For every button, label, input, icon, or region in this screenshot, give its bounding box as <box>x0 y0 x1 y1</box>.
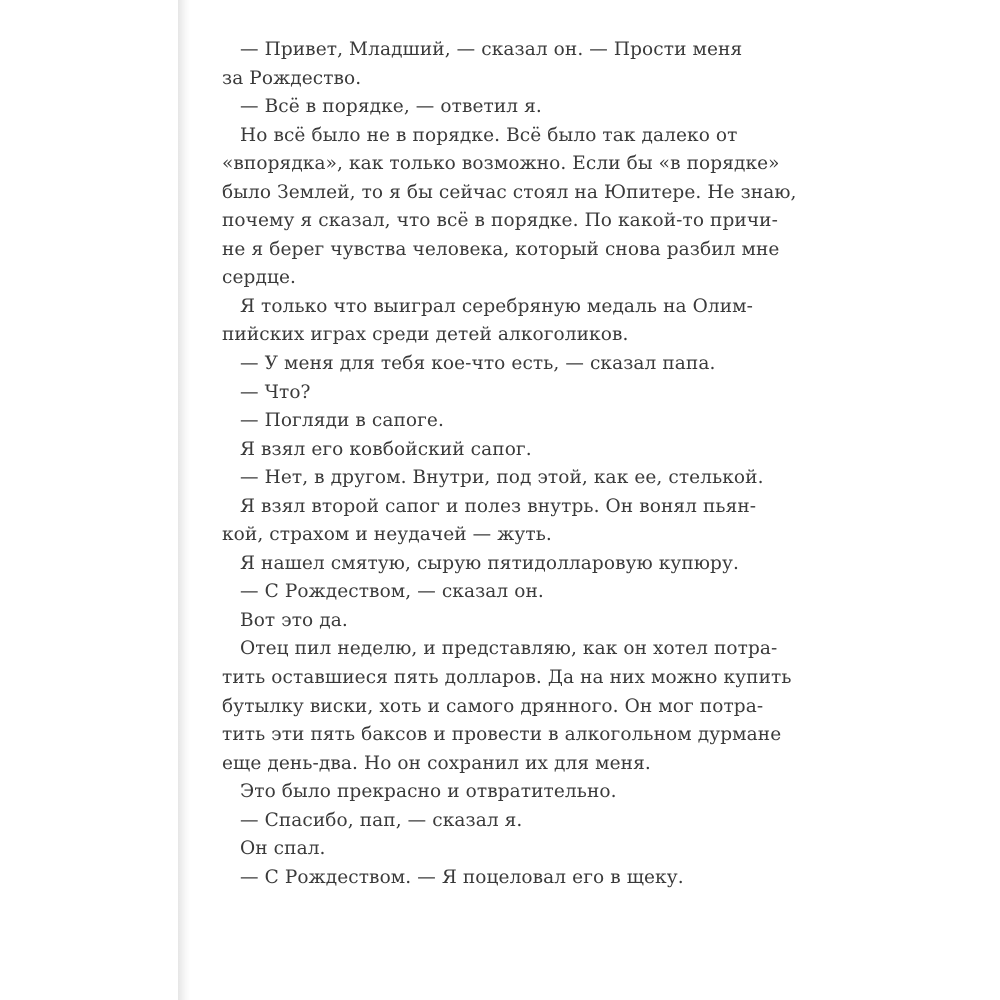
text-line: — Погляди в сапоге. <box>240 410 444 432</box>
text-line: за Рождество. <box>222 67 362 89</box>
text-line: — Спасибо, пап, — сказал я. <box>240 809 523 831</box>
text-line: еще день-два. Но он сохранил их для меня. <box>222 752 651 774</box>
text-line: бутылку виски, хоть и самого дрянного. Он мог потра- <box>222 695 764 717</box>
text-line: Я взял второй сапог и полез внутрь. Он вонял пьян- <box>240 495 757 517</box>
text-line: пийских играх среди детей алкоголиков. <box>222 324 629 346</box>
text-line: Но всё было не в порядке. Всё было так далеко от <box>240 124 738 146</box>
text-line: сердце. <box>222 267 296 289</box>
text-line: Это было прекрасно и отвратительно. <box>240 781 617 803</box>
text-line: Он спал. <box>240 838 326 860</box>
text-line: Я взял его ковбойский сапог. <box>240 438 532 460</box>
text-line: — С Рождеством. — Я поцеловал его в щеку. <box>240 866 684 888</box>
text-line: — Что? <box>240 381 311 403</box>
text-line: Я нашел смятую, сырую пятидолларовую купюру. <box>240 552 739 574</box>
text-line: почему я сказал, что всё в порядке. По какой-то причи- <box>222 210 778 232</box>
text-line: кой, страхом и неудачей — жуть. <box>222 524 552 546</box>
text-line: не я берег чувства человека, который снова разбил мне <box>222 238 780 260</box>
text-line: Вот это да. <box>240 609 348 631</box>
text-line: тить эти пять баксов и провести в алкогольном дурмане <box>222 724 782 746</box>
text-line: — Нет, в другом. Внутри, под этой, как ее, стелькой. <box>240 467 764 489</box>
text-line: было Землей, то я бы сейчас стоял на Юпитере. Не знаю, <box>222 181 797 203</box>
page-text <box>222 36 797 892</box>
text-line: «впорядка», как только возможно. Если бы «в порядке» <box>222 153 780 175</box>
text-line: — Привет, Младший, — сказал он. — Прости меня <box>240 39 743 60</box>
text-line: — С Рождеством, — сказал он. <box>240 581 544 603</box>
text-line: — У меня для тебя кое-что есть, — сказал папа. <box>240 353 716 375</box>
text-line: — Всё в порядке, — ответил я. <box>240 96 542 118</box>
text-line: тить оставшиеся пять долларов. Да на них можно купить <box>222 667 792 689</box>
text-line: Отец пил неделю, и представляю, как он хотел потра- <box>240 638 778 660</box>
page-gutter-shadow <box>178 0 190 1000</box>
text-line: Я только что выиграл серебряную медаль на Олим- <box>240 295 753 317</box>
